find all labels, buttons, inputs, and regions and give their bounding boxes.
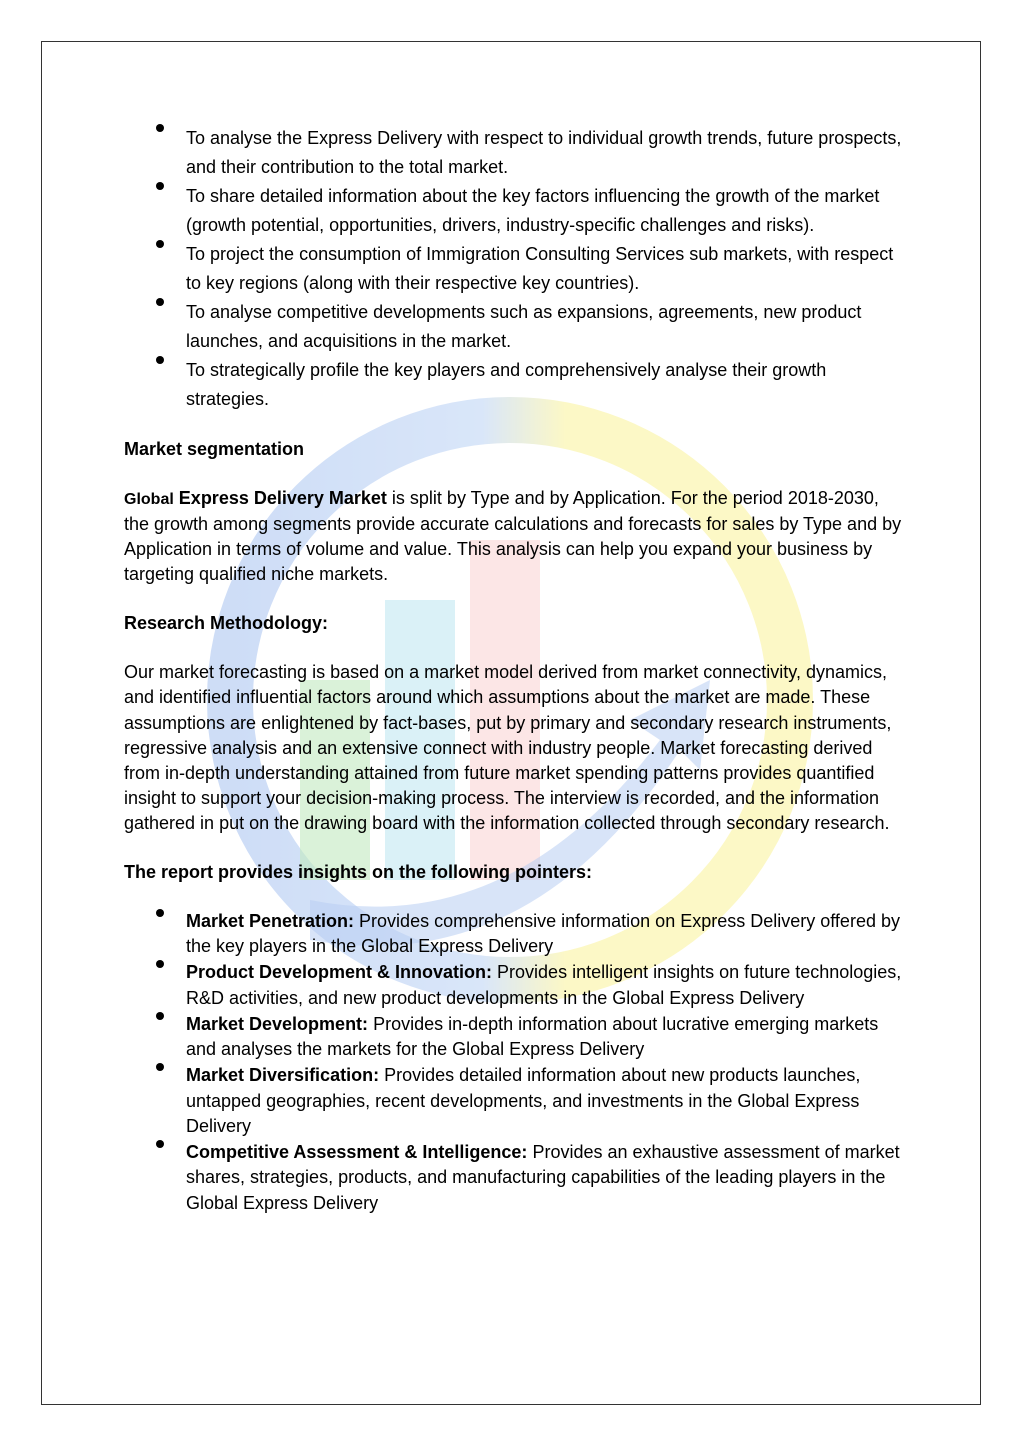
objective-item: To analyse competitive developments such as expansions, agreements, new product launches, and acquisitions in the market. xyxy=(124,298,904,356)
bullet-icon xyxy=(156,356,164,364)
segmentation-heading: Market segmentation xyxy=(124,439,305,459)
insight-item: Competitive Assessment & Intelligence: Provides an exhaustive assessment of market shares, strategies, products, and manufacturing capabilities of the leading players in the Global Express Delivery xyxy=(124,1140,904,1216)
insight-item: Market Penetration: Provides comprehensive information on Express Delivery offered by the key players in the Global Express Delivery xyxy=(124,909,904,960)
objective-item: To share detailed information about the key factors influencing the growth of the market (growth potential, opportunities, drivers, industry-specific challenges and risks). xyxy=(124,182,904,240)
bullet-icon xyxy=(156,1012,164,1020)
bullet-icon xyxy=(156,1140,164,1148)
methodology-paragraph: Our market forecasting is based on a market model derived from market connectivity, dynamics, and identified influential factors around which assumptions about the market are made. These assumptions are enlightened by fact-bases, put by primary and secondary research instruments, regressive analysis and an extensive connect with industry people. Market forecasting derived from in-depth understanding attained from future market spending patterns provides quantified insight to support your decision-making process. The interview is recorded, and the information gathered in put on the drawing board with the information collected through secondary research. xyxy=(124,662,892,833)
bullet-icon xyxy=(156,298,164,306)
objective-item: To strategically profile the key players and comprehensively analyse their growth strategies. xyxy=(124,356,904,414)
objective-item: To project the consumption of Immigration Consulting Services sub markets, with respect to key regions (along with their respective key countries). xyxy=(124,240,904,298)
bullet-icon xyxy=(156,909,164,917)
bullet-icon xyxy=(156,960,164,968)
insight-item: Product Development & Innovation: Provides intelligent insights on future technologies, R&D activities, and new product developments in the Global Express Delivery xyxy=(124,960,904,1011)
segmentation-paragraph: Global Express Delivery Market is split by Type and by Application. For the period 2018-2030, the growth among segments provide accurate calculations and forecasts for sales by Type and by Application in terms of volume and value. This analysis can help you expand your business by targeting qualified niche markets. xyxy=(124,488,902,585)
objectives-list xyxy=(124,124,904,414)
methodology-heading: Research Methodology: xyxy=(124,613,329,634)
bullet-icon xyxy=(156,124,164,132)
document-body xyxy=(124,124,904,1217)
insight-item: Market Development: Provides in-depth information about lucrative emerging markets and analyses the markets for the Global Express Delivery xyxy=(124,1012,904,1063)
objective-item: To analyse the Express Delivery with respect to individual growth trends, future prospects, and their contribution to the total market. xyxy=(124,124,904,182)
bullet-icon xyxy=(156,182,164,190)
insights-heading: The report provides insights on the following pointers: xyxy=(124,862,593,883)
bullet-icon xyxy=(156,1063,164,1071)
insight-item: Market Diversification: Provides detailed information about new products launches, untapped geographies, recent developments, and investments in the Global Express Delivery xyxy=(124,1063,904,1139)
bullet-icon xyxy=(156,240,164,248)
insights-list xyxy=(124,909,904,1216)
